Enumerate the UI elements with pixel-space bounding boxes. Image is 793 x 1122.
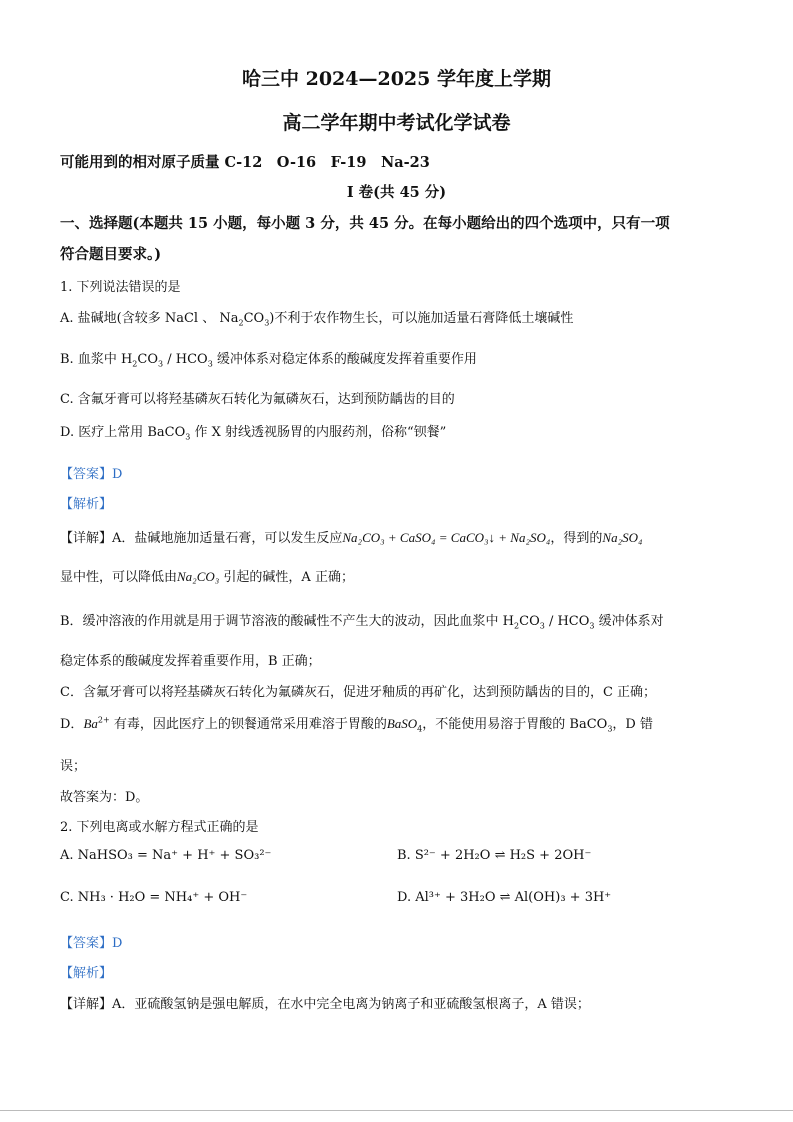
part-heading: I 卷(共 45 分)	[346, 184, 447, 201]
section-heading: 一、选择题(本题共 15 小题，每小题 3 分，共 45 分。在每小题给出的四个选项中，只有一项	[60, 215, 670, 232]
q1-option-b: B. 血浆中 $H_2CO_3 / HCO_3$ 缓冲体系对稳定体系的酸碱度发挥着重要作用	[60, 352, 477, 369]
section-heading-cont: 符合题目要求。)	[60, 246, 162, 263]
q1-stem: 1. 下列说法错误的是	[60, 280, 181, 295]
q2-option-b: B. S²⁻ + 2H₂O ⇌ H₂S + 2OH⁻	[397, 848, 592, 863]
page-bottom-rule	[0, 1110, 793, 1111]
q2-detail-a: 【详解】A．亚硫酸氢钠是强电解质，在水中完全电离为钠离子和亚硫酸氢根离子，A 错误；	[60, 997, 590, 1012]
atomic-mass-line: 可能用到的相对原子质量 C-12 O-16 F-19 Na-23	[60, 154, 430, 171]
q1-detail-c: C．含氟牙膏可以将羟基磷灰石转化为氟磷灰石，促进牙釉质的再矿化，达到预防龋齿的目的，C 正确；	[60, 685, 657, 700]
q1-detail-a-cont: 显中性，可以降低由Na₂CO₃ 引起的碱性，A 正确；	[60, 569, 354, 585]
q1-option-c: C. 含氟牙膏可以将羟基磷灰石转化为氟磷灰石，达到预防龋齿的目的	[60, 392, 455, 407]
q1-detail-d: D．$Ba^{2+}$ 有毒，因此医疗上的钡餐通常采用难溶于胃酸的BaSO$_4$，不能使用易溶于胃酸的 BaCO$_3$，D 错	[60, 715, 653, 734]
q2-option-d: D. Al³⁺ + 3H₂O ⇌ Al(OH)₃ + 3H⁺	[397, 890, 612, 905]
q1-analysis-label: 【解析】	[60, 497, 113, 512]
q1-detail-d-cont: 误；	[60, 759, 87, 774]
q2-answer: 【答案】D	[60, 936, 123, 951]
exam-subtitle: 高二学年期中考试化学试卷	[282, 112, 511, 134]
q1-detail-a: 【详解】A．盐碱地施加适量石膏，可以发生反应Na₂CO₃ + CaSO₄ = CaCO₃↓ + Na₂SO₄，得到的Na₂SO₄	[60, 530, 643, 546]
exam-title: 哈三中 2024—2025 学年度上学期	[242, 68, 551, 90]
q1-answer: 【答案】D	[60, 467, 123, 482]
q1-detail-b: B．缓冲溶液的作用就是用于调节溶液的酸碱性不产生大的波动，因此血浆中 $H_2CO_3 / HCO_3$ 缓冲体系对	[60, 614, 664, 631]
q1-detail-b-cont: 稳定体系的酸碱度发挥着重要作用，B 正确；	[60, 654, 321, 669]
q2-stem: 2. 下列电离或水解方程式正确的是	[60, 820, 259, 835]
q2-option-c: C. NH₃ · H₂O = NH₄⁺ + OH⁻	[60, 890, 248, 905]
q1-option-a: A. 盐碱地(含较多 NaCl 、 $Na_2CO_3$)不利于农作物生长，可以施加适量石膏降低土壤碱性	[60, 311, 574, 328]
q2-option-a: A. NaHSO₃ = Na⁺ + H⁺ + SO₃²⁻	[60, 848, 272, 863]
q1-detail-a-equation: Na₂CO₃ + CaSO₄ = CaCO₃↓ + Na₂SO₄	[342, 530, 551, 545]
q1-conclusion: 故答案为：D。	[60, 790, 149, 805]
q2-analysis-label: 【解析】	[60, 966, 113, 981]
q1-option-d: D. 医疗上常用 BaCO$_3$ 作 X 射线透视肠胃的内服药剂，俗称“钡餐”	[60, 425, 447, 442]
